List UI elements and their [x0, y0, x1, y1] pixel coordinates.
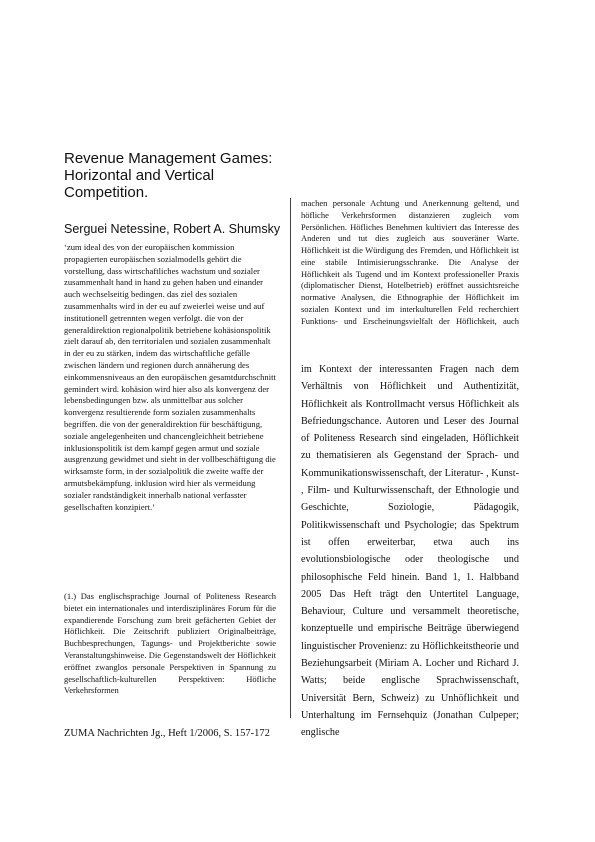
right-column-small-text: machen personale Achtung und Anerkennung geltend, und höfliche Verkehrsformen distanzieren zugleich vom Persönlichen. Höfliches Benehmen kultiviert das Interesse des Anderen und tut dies zugleich aus souveräner Warte. Höflichkeit ist die Würdigung des Fremden, und Höflichkeit ist eine stabile Intimisierungsschranke. Die Analyse der Höflichkeit als Tugend und im Kontext professioneller Praxis (diplomatischer Dienst, Hotelbetrieb) eröffnet aussichtsreiche normative Analysen, die Ethnographie der Höflichkeit im sozialen Kontext und im interkulturellen Feld recherchiert Funktions- und Erscheinungsvielfalt der Höflichkeit, auch [301, 198, 519, 326]
column-divider [290, 198, 291, 718]
footnote-1: (1.) Das englischsprachige Journal of Politeness Research bietet ein internationales und interdisziplinäres Forum für die expandierende Forschung zum breit gefächerten Gebiet der Höflichkeit. Die Zeitschrift publiziert Originalbeiträge, Buchbesprechungen, Tagungs- und Projektberichte sowie Veranstaltungshinweise. Die Gegenstandswelt der Höflichkeit eröffnet zwanglos personale Perspektiven in Spannung zu gesellschaftlich-kulturellen Perspektiven: Höfliche Verkehrsformen [64, 591, 276, 696]
journal-citation: ZUMA Nachrichten Jg., Heft 1/2006, S. 157-172 [64, 728, 270, 739]
article-title: Revenue Management Games: Horizontal and Vertical Competition. [64, 150, 273, 201]
right-column-large-text: im Kontext der interessanten Fragen nach dem Verhältnis von Höflichkeit und Authentizität, Höflichkeit als Kontrollmacht versus Höflichkeit als Befriedungschance. Autoren und Leser des Journal of Politeness Research sind eingeladen, Höflichkeit zu thematisieren als Gegenstand der Sprach- und Kommunikationswissenschaft, der Literatur- , Kunst- , Film- und Kulturwissenschaft, der Ethnologie und Geschichte, Soziologie, Pädagogik, Politikwissenschaft und Psychologie; das Spektrum ist offen erweiterbar, etwa auch ins evolutionsbiologische oder theologische und philosophische Feld hinein. Band 1, 1. Halbband 2005 Das Heft trägt den Untertitel Language, Behaviour, Culture und versammelt theoretische, konzeptuelle und empirische Beiträge überwiegend linguistischer Provenienz: zu Höflichkeitstheorie und Beziehungsarbeit (Miriam A. Locher und Richard J. Watts; beide englische Sprachwissenschaft, Universität Bern, Schweiz) zu Unhöflichkeit und Unterhaltung im Fernsehquiz (Jonathan Culpeper; englische [301, 364, 519, 739]
epigraph-quote: ‘zum ideal des von der europäischen kommission propagierten europäischen sozialmodells gehört die vorstellung, dass wirtschaftliches wachstum und sozialer zusammenhalt hand in hand zu gehen haben und einander auch wechselseitig bedingen. das ziel des sozialen zusammenhalts wird in der eu auf zweierlei weise und auf institutionell getrennten wegen verfolgt. die von der generaldirektion regionalpolitik betriebene kohäsionspolitik zielt darauf ab, den territorialen und sozialen zusammenhalt in der eu zu stärken, indem das wirtschaftliche gefälle zwischen ländern und regionen durch annäherung des einkommensniveaus an den europäischen gesamtdurchschnitt gemindert wird. kohäsion wird hier also als konvergenz der lebensbedingungen bzw. als unmittelbar aus solcher konvergenz resultierende form sozialen zusammenhalts begriffen. die von der generaldirektion für beschäftigung, soziale angelegenheiten und chancengleichheit betriebene inklusionspolitik ist dem kampf gegen armut und soziale ausgrenzung gewidmet und sieht in der vollbeschäftigung die wirksamste form, in der sozialpolitik die zweite waffe der armutsbekämpfung. inklusion wird hier als vermeidung sozialer randständigkeit innerhalb national verfasster gesellschaften konzipiert.’ [64, 242, 276, 512]
article-authors: Serguei Netessine, Robert A. Shumsky [64, 222, 281, 236]
